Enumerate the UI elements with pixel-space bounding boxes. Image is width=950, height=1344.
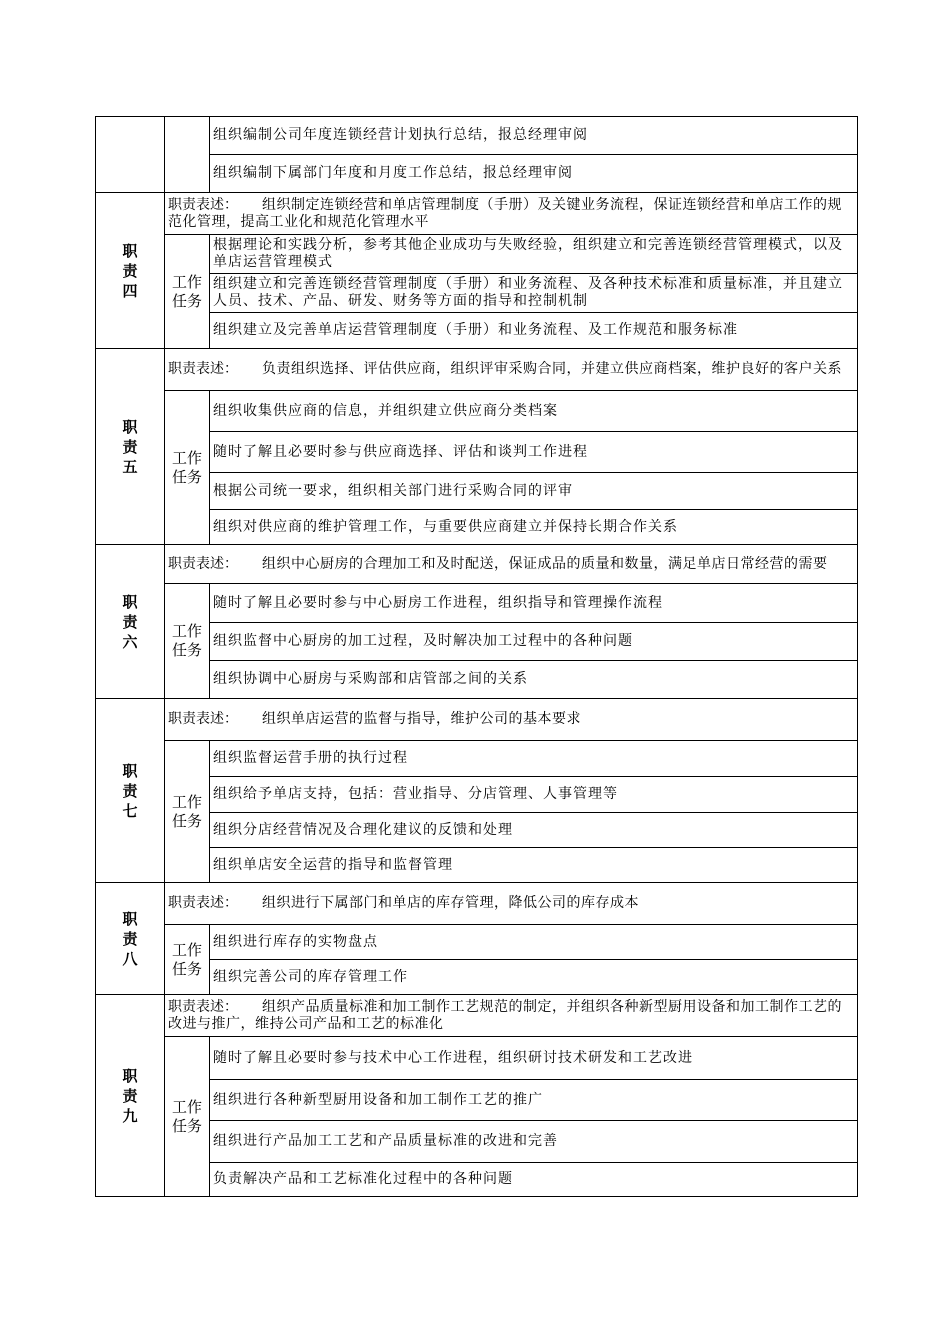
duty-heading: 职 责 七 [96, 699, 165, 883]
table-row [96, 848, 858, 883]
task-label: 工作 任务 [165, 584, 210, 699]
table-row [96, 193, 858, 235]
task-item: 根据理论和实践分析，参考其他企业成功与失败经验，组织建立和完善连锁经营管理模式，以及单店运营管理模式 [210, 235, 858, 274]
blank-label-cell [165, 117, 210, 193]
table-row [96, 313, 858, 349]
task-item: 组织协调中心厨房与采购部和店管部之间的关系 [210, 661, 858, 699]
summary-label: 职责表述： [168, 196, 238, 213]
table-row [96, 117, 858, 155]
table-row [96, 545, 858, 584]
duty-summary [165, 995, 858, 1037]
table-row [96, 584, 858, 623]
summary-text: 组织进行下属部门和单店的库存管理，降低公司的库存成本 [262, 895, 639, 911]
task-item: 根据公司统一要求，组织相关部门进行采购合同的评审 [210, 473, 858, 510]
table-row [96, 925, 858, 960]
table-row [96, 813, 858, 848]
duty-summary [165, 699, 858, 741]
duty-heading: 职 责 四 [96, 193, 165, 349]
task-item: 负责解决产品和工艺标准化过程中的各种问题 [210, 1163, 858, 1197]
task-label: 工作 任务 [165, 1037, 210, 1197]
table-row [96, 741, 858, 777]
task-item: 组织进行产品加工工艺和产品质量标准的改进和完善 [210, 1121, 858, 1163]
table-row [96, 274, 858, 313]
task-label: 工作 任务 [165, 391, 210, 545]
table-row [96, 473, 858, 510]
table-row [96, 661, 858, 699]
table-row [96, 777, 858, 813]
task-item: 组织建立及完善单店运营管理制度（手册）和业务流程、及工作规范和服务标准 [210, 313, 858, 349]
summary-text: 组织产品质量标准和加工制作工艺规范的制定，并组织各种新型厨用设备和加工制作工艺的改进与推广，维持公司产品和工艺的标准化 [168, 998, 842, 1032]
task-label: 工作 任务 [165, 925, 210, 995]
task-item: 随时了解且必要时参与中心厨房工作进程，组织指导和管理操作流程 [210, 584, 858, 623]
summary-label: 职责表述： [168, 998, 238, 1015]
table-row [96, 235, 858, 274]
responsibility-table [95, 116, 858, 1197]
task-item: 组织完善公司的库存管理工作 [210, 960, 858, 995]
summary-label: 职责表述： [168, 361, 238, 377]
task-item: 组织给予单店支持，包括：营业指导、分店管理、人事管理等 [210, 777, 858, 813]
table-row [96, 623, 858, 661]
task-item: 组织对供应商的维护管理工作，与重要供应商建立并保持长期合作关系 [210, 510, 858, 545]
task-item: 组织编制下属部门年度和月度工作总结，报总经理审阅 [210, 155, 858, 193]
task-item: 组织单店安全运营的指导和监督管理 [210, 848, 858, 883]
duty-heading: 职 责 五 [96, 349, 165, 545]
duty-summary [165, 883, 858, 925]
duty-summary [165, 349, 858, 391]
task-item: 组织进行各种新型厨用设备和加工制作工艺的推广 [210, 1080, 858, 1121]
task-item: 组织监督运营手册的执行过程 [210, 741, 858, 777]
duty-summary [165, 193, 858, 235]
task-item: 随时了解且必要时参与技术中心工作进程，组织研讨技术研发和工艺改进 [210, 1037, 858, 1080]
task-item: 组织监督中心厨房的加工过程，及时解决加工过程中的各种问题 [210, 623, 858, 661]
task-item: 组织收集供应商的信息，并组织建立供应商分类档案 [210, 391, 858, 432]
duty-heading: 职 责 六 [96, 545, 165, 699]
table-row [96, 883, 858, 925]
summary-text: 组织制定连锁经营和单店管理制度（手册）及关键业务流程，保证连锁经营和单店工作的规范化管理，提高工业化和规范化管理水平 [168, 196, 842, 230]
table-row [96, 349, 858, 391]
task-item: 随时了解且必要时参与供应商选择、评估和谈判工作进程 [210, 432, 858, 473]
summary-text: 负责组织选择、评估供应商，组织评审采购合同，并建立供应商档案，维护良好的客户关系 [262, 361, 842, 377]
table-row [96, 960, 858, 995]
task-item: 组织编制公司年度连锁经营计划执行总结，报总经理审阅 [210, 117, 858, 155]
table-row [96, 1163, 858, 1197]
summary-label: 职责表述： [168, 895, 238, 911]
blank-heading-cell [96, 117, 165, 193]
table-row [96, 1037, 858, 1080]
summary-label: 职责表述： [168, 711, 238, 727]
task-label: 工作 任务 [165, 741, 210, 883]
duty-heading: 职 责 八 [96, 883, 165, 995]
duty-summary [165, 545, 858, 584]
summary-text: 组织单店运营的监督与指导，维护公司的基本要求 [262, 711, 581, 727]
duty-heading: 职 责 九 [96, 995, 165, 1197]
table-row [96, 699, 858, 741]
task-item: 组织建立和完善连锁经营管理制度（手册）和业务流程、及各种技术标准和质量标准，并且建立人员、技术、产品、研发、财务等方面的指导和控制机制 [210, 274, 858, 313]
summary-text: 组织中心厨房的合理加工和及时配送，保证成品的质量和数量，满足单店日常经营的需要 [262, 555, 828, 572]
table-row [96, 432, 858, 473]
table-row [96, 1080, 858, 1121]
table-row [96, 995, 858, 1037]
table-row [96, 155, 858, 193]
table-row [96, 510, 858, 545]
summary-label: 职责表述： [168, 555, 238, 572]
table-row [96, 1121, 858, 1163]
task-label: 工作 任务 [165, 235, 210, 349]
task-item: 组织进行库存的实物盘点 [210, 925, 858, 960]
table-row [96, 391, 858, 432]
task-item: 组织分店经营情况及合理化建议的反馈和处理 [210, 813, 858, 848]
